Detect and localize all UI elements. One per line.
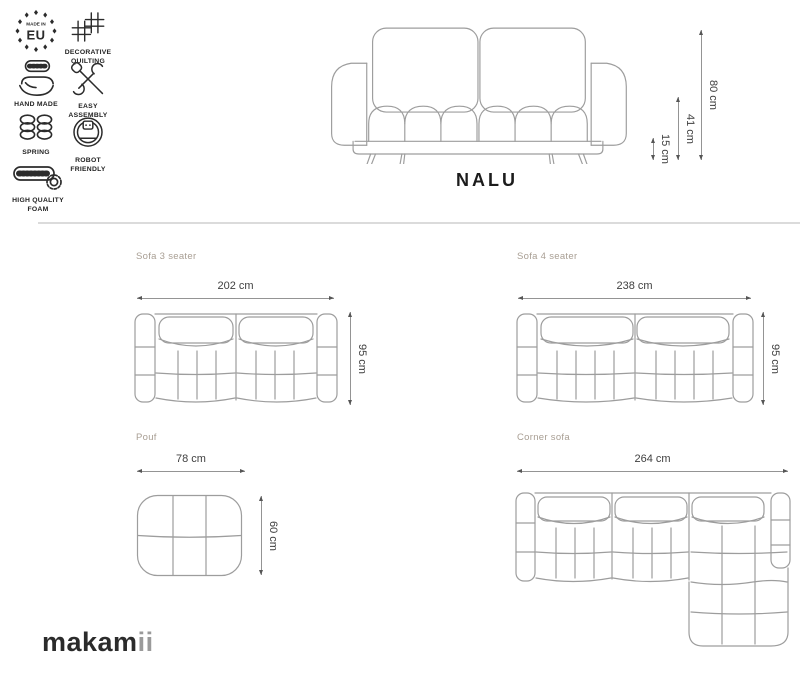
dimension-value: 78 cm <box>176 453 206 465</box>
corner-sofa-top-view <box>515 490 791 650</box>
width-dimension-sofa-3-seater <box>137 280 334 299</box>
dimension-line <box>137 471 245 472</box>
badge-label: HIGH QUALITY FOAM <box>12 197 64 213</box>
pouf-top-view <box>136 494 243 577</box>
dimension-value: 60 cm <box>267 520 279 551</box>
width-dimension-pouf <box>137 453 245 472</box>
dimension-value: 80 cm <box>707 80 719 110</box>
brand-logo <box>42 627 154 658</box>
dimension-line <box>518 298 751 299</box>
seat-height-dimension <box>678 97 696 160</box>
badge-label: ROBOT FRIENDLY <box>70 157 106 173</box>
badge-high-quality-foam <box>6 160 70 215</box>
spring-icon <box>15 112 57 146</box>
depth-dimension-sofa-4-seater <box>763 312 781 405</box>
leg-height-dimension <box>653 134 671 164</box>
dimension-line <box>701 30 702 160</box>
depth-dimension-sofa-3-seater <box>350 312 368 405</box>
variant-label-corner-sofa: Corner sofa <box>517 432 570 443</box>
depth-dimension-pouf <box>261 496 279 575</box>
dimension-value: 202 cm <box>217 280 254 292</box>
badge-made-in-eu <box>10 8 62 54</box>
variant-label-pouf: Pouf <box>136 432 157 443</box>
dimension-line <box>261 496 262 575</box>
dimension-line <box>517 471 788 472</box>
easy-assembly-icon <box>67 58 109 100</box>
dimension-value: 41 cm <box>684 113 696 144</box>
dimension-value: 15 cm <box>659 134 671 164</box>
badge-label: HAND MADE <box>14 101 58 108</box>
dimension-line <box>678 97 679 160</box>
badge-label: SPRING <box>22 149 50 156</box>
badge-label: DECORATIVE QUILTING <box>64 49 112 65</box>
total-height-dimension <box>701 30 719 160</box>
divider-line <box>38 222 800 224</box>
dimension-value: 95 cm <box>769 343 781 374</box>
sofa-3-seater-top-view <box>134 310 338 406</box>
dimension-value: 95 cm <box>356 343 368 374</box>
badge-hand-made <box>10 58 62 110</box>
dimension-line <box>653 138 654 160</box>
decorative-quilting-icon <box>68 8 108 46</box>
dimension-line <box>763 312 764 405</box>
svg-text:EU: EU <box>26 27 46 43</box>
hand-made-icon <box>14 58 58 98</box>
product-title: NALU <box>456 170 518 190</box>
svg-text:MADE IN: MADE IN <box>26 21 46 27</box>
brand-logo-main: makam <box>42 627 138 657</box>
dimension-value: 264 cm <box>634 453 671 465</box>
robot-friendly-icon <box>67 112 109 154</box>
width-dimension-corner-sofa <box>517 453 788 472</box>
variant-label-sofa-4-seater: Sofa 4 seater <box>517 251 578 262</box>
made-in-eu-icon <box>13 8 59 54</box>
sofa-front-view-drawing <box>316 24 638 164</box>
sofa-4-seater-top-view <box>516 310 754 406</box>
badge-label: EASY ASSEMBLY <box>68 103 108 119</box>
width-dimension-sofa-4-seater <box>518 280 751 299</box>
brand-logo-accent: ii <box>137 627 154 657</box>
variant-label-sofa-3-seater: Sofa 3 seater <box>136 251 197 262</box>
high-quality-foam-icon <box>12 160 64 194</box>
dimension-line <box>350 312 351 405</box>
dimension-value: 238 cm <box>616 280 653 292</box>
badge-spring <box>10 112 62 158</box>
dimension-line <box>137 298 334 299</box>
